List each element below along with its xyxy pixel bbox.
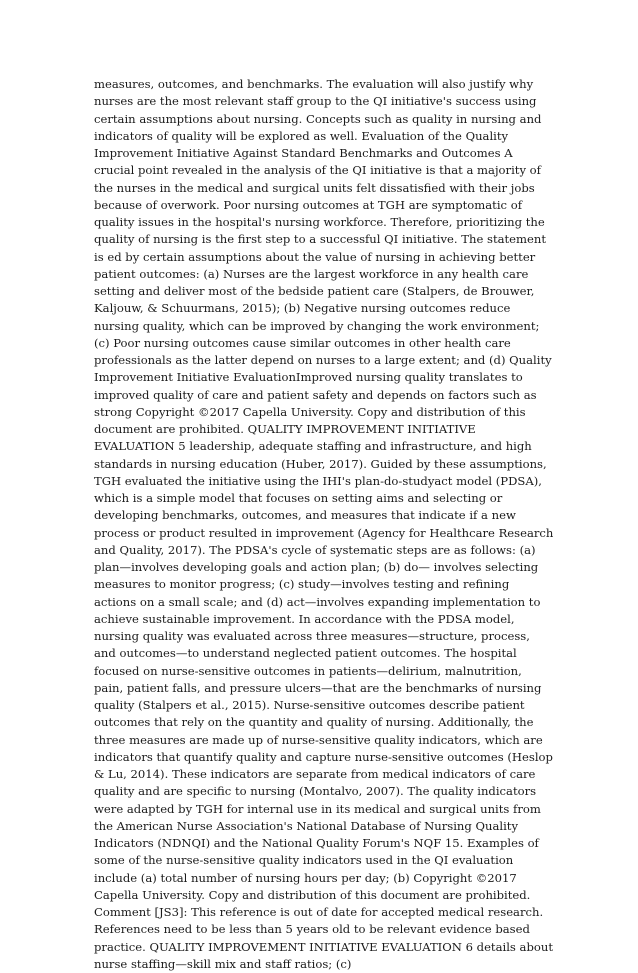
document-body-text: measures, outcomes, and benchmarks. The evaluation will also justify why nurses are the most relevant staff group to the QI initiative's success using certain assumptions about nursing. Concepts such as quality in nursing and indicators of quality will be explored as well. Evaluation of the Quality Improvement Initiative Against Standard Benchmarks and Outcomes A crucial point revealed in the analysis of the QI initiative is that a majority of the nurses in the medical and surgical units felt dissatisfied with their jobs because of overwork. Poor nursing outcomes at TGH are symptomatic of quality issues in the hospital's nursing workforce. Therefore, prioritizing the quality of nursing is the first step to a successful QI initiative. The statement is ed by certain assumptions about the value of nursing in achieving better patient outcomes: (a) Nurses are the largest workforce in any health care setting and deliver most of the bedside patient care (Stalpers, de Brouwer, Kaljouw, & Schuurmans, 2015); (b) Negative nursing outcomes reduce nursing quality, which can be improved by changing the work environment; (c) Poor nursing outcomes cause similar outcomes in other health care professionals as the latter depend on nurses to a large extent; and (d) Quality Improvement Initiative EvaluationImproved nursing quality translates to improved quality of care and patient safety and depends on factors such as strong Copyright ©2017 Capella University. Copy and distribution of this document are prohibited. QUALITY IMPROVEMENT INITIATIVE EVALUATION 5 leadership, adequate staffing and infrastructure, and high standards in nursing education (Huber, 2017). Guided by these assumptions, TGH evaluated the initiative using the IHI's plan-do-studyact model (PDSA), which is a simple model that focuses on setting aims and selecting or developing benchmarks, outcomes, and measures that indicate if a new process or product resulted in improvement (Agency for Healthcare Research and Quality, 2017). The PDSA's cycle of systematic steps are as follows: (a) plan—involves developing goals and action plan; (b) do— involves selecting measures to monitor progress; (c) study—involves testing and refining actions on a small scale; and (d) act—involves expanding implementation to achieve sustainable improvement. In accordance with the PDSA model, nursing quality was evaluated across three measures—structure, process, and outcomes—to understand neglected patient outcomes. The hospital focused on nurse-sensitive outcomes in patients—delirium, malnutrition, pain, patient falls, and pressure ulcers—that are the benchmarks of nursing quality (Stalpers et al., 2015). Nurse-sensitive outcomes describe patient outcomes that rely on the quantity and quality of nursing. Additionally, the three measures are made up of nurse-sensitive quality indicators, which are indicators that quantify quality and capture nurse-sensitive outcomes (Heslop & Lu, 2014). These indicators are separate from medical indicators of care quality and are specific to nursing (Montalvo, 2007). The quality indicators were adapted by TGH for internal use in its medical and surgical units from the American Nurse Association's National Database of Nursing Quality Indicators (NDNQI) and the National Quality Forum's NQF 15. Examples of some of the nurse-sensitive quality indicators used in the QI evaluation include (a) total number of nursing hours per day; (b) Copyright ©2017 Capella University. Copy and distribution of this document are prohibited. Comment [JS3]: This reference is out of date for accepted medical research. References need to be less than 5 years old to be relevant evidence based practice. QUALITY IMPROVEMENT INITIATIVE EVALUATION 6 details about nurse staffing—skill mix and staff ratios; (c) (94, 77, 554, 971)
